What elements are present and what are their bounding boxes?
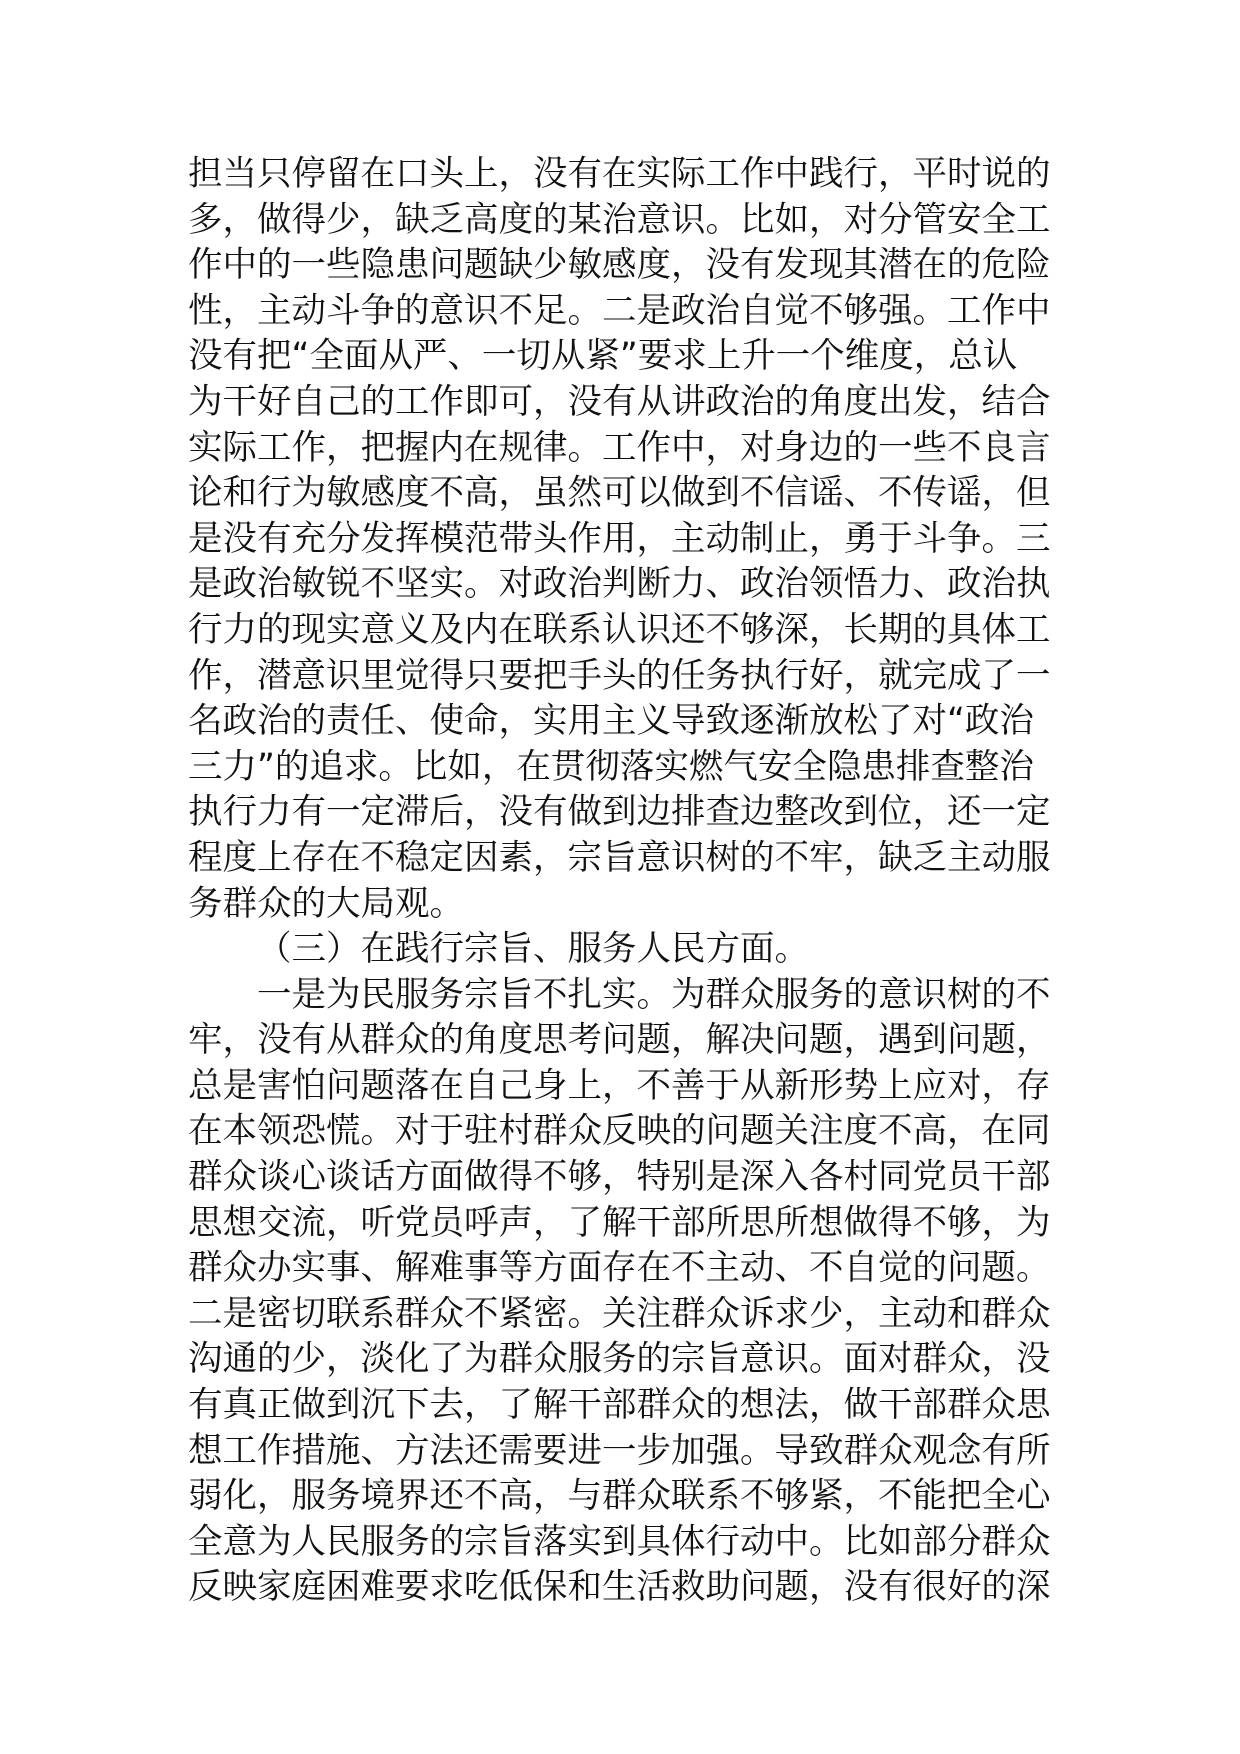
text-line: 牢，没有从群众的角度思考问题，解决问题，遇到问题，: [188, 1020, 1051, 1061]
text-line: 群众办实事、解难事等方面存在不主动、不自觉的问题。: [188, 1248, 1051, 1289]
body-text: [188, 152, 1058, 1611]
text-line: 执行力有一定滞后，没有做到边排查边整改到位，还一定: [188, 792, 1051, 833]
text-line: 为干好自己的工作即可，没有从讲政治的角度出发，结合: [188, 381, 1051, 422]
text-line: 反映家庭困难要求吃低保和生活救助问题，没有很好的深: [188, 1567, 1051, 1608]
text-line: 是政治敏锐不坚实。对政治判断力、政治领悟力、政治执: [188, 564, 1051, 605]
text-line: 思想交流，听党员呼声，了解干部所思所想做得不够，为: [188, 1202, 1051, 1243]
text-line: 是没有充分发挥模范带头作用，主动制止，勇于斗争。三: [188, 518, 1051, 559]
text-line: 三力”的追求。比如，在贯彻落实燃气安全隐患排查整治: [188, 746, 1034, 787]
text-line: 总是害怕问题落在自己身上，不善于从新形势上应对，存: [188, 1065, 1051, 1106]
text-line: 论和行为敏感度不高，虽然可以做到不信谣、不传谣，但: [188, 473, 1051, 514]
text-line: 担当只停留在口头上，没有在实际工作中践行，平时说的: [188, 154, 1051, 194]
text-line: 弱化，服务境界还不高，与群众联系不够紧，不能把全心: [188, 1476, 1051, 1517]
text-line: 性，主动斗争的意识不足。二是政治自觉不够强。工作中: [188, 290, 1051, 331]
text-line: 想工作措施、方法还需要进一步加强。导致群众观念有所: [188, 1430, 1051, 1471]
text-line: 沟通的少，淡化了为群众服务的宗旨意识。面对群众，没: [188, 1339, 1051, 1380]
text-line: 有真正做到沉下去，了解干部群众的想法，做干部群众思: [188, 1385, 1051, 1426]
text-line: 二是密切联系群众不紧密。关注群众诉求少，主动和群众: [188, 1293, 1051, 1334]
text-line: 全意为人民服务的宗旨落实到具体行动中。比如部分群众: [188, 1521, 1051, 1562]
text-line: 行力的现实意义及内在联系认识还不够深，长期的具体工: [188, 609, 1051, 650]
text-line: 名政治的责任、使命，实用主义导致逐渐放松了对“政治: [188, 701, 1034, 742]
section-heading: （三）在践行宗旨、服务人民方面。: [257, 929, 809, 970]
text-line: 在本领恐慌。对于驻村群众反映的问题关注度不高，在同: [188, 1111, 1051, 1152]
text-line: 没有把“全面从严、一切从紧”要求上升一个维度，总认: [188, 336, 1018, 377]
text-line: 群众谈心谈话方面做得不够，特别是深入各村同党员干部: [188, 1157, 1051, 1198]
text-line: 多，做得少，缺乏高度的某治意识。比如，对分管安全工: [188, 199, 1051, 240]
text-line: 作中的一些隐患问题缺少敏感度，没有发现其潜在的危险: [188, 245, 1051, 286]
text-line: 实际工作，把握内在规律。工作中，对身边的一些不良言: [188, 427, 1051, 468]
text-line: 务群众的大局观。: [188, 883, 464, 924]
text-line: 一是为民服务宗旨不扎实。为群众服务的意识树的不: [257, 974, 1051, 1015]
text-line: 程度上存在不稳定因素，宗旨意识树的不牢，缺乏主动服: [188, 837, 1051, 878]
text-line: 作，潜意识里觉得只要把手头的任务执行好，就完成了一: [188, 655, 1051, 696]
